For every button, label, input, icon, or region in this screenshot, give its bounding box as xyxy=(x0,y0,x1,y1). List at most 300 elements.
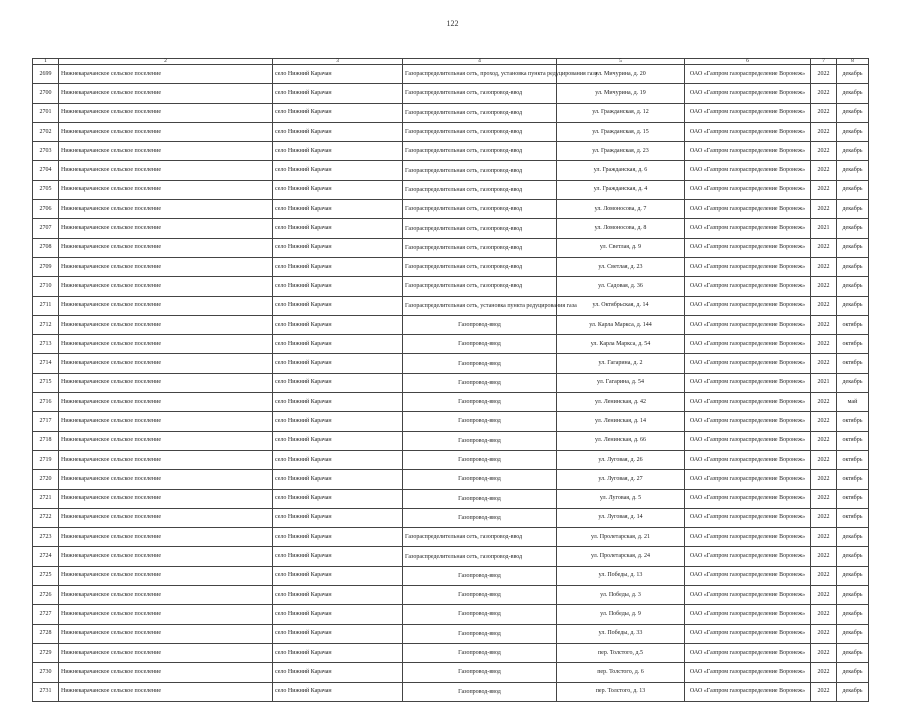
month-cell: декабрь xyxy=(837,547,869,566)
row-number-cell: 2699 xyxy=(33,65,59,84)
table-row xyxy=(33,219,869,238)
object-cell: Газораспределительная сеть, газопровод-ввод xyxy=(403,528,557,547)
table-row xyxy=(33,586,869,605)
address-cell: ул. Победы, д. 3 xyxy=(557,586,685,605)
address-cell: ул. Луговая, д. 27 xyxy=(557,470,685,489)
organization-cell: ОАО «Газпром газораспределение Воронеж» xyxy=(685,528,811,547)
table-row xyxy=(33,180,869,199)
month-cell: декабрь xyxy=(837,566,869,585)
year-cell: 2022 xyxy=(811,470,837,489)
settlement-cell: Нижнекарачанское сельское поселение xyxy=(59,315,273,334)
month-cell: октябрь xyxy=(837,335,869,354)
table-row xyxy=(33,412,869,431)
month-cell: декабрь xyxy=(837,296,869,315)
object-cell: Газопровод-ввод xyxy=(403,412,557,431)
organization-cell: ОАО «Газпром газораспределение Воронеж» xyxy=(685,624,811,643)
table-row xyxy=(33,122,869,141)
object-cell: Газопровод-ввод xyxy=(403,470,557,489)
object-cell: Газораспределительная сеть, газопровод-ввод xyxy=(403,277,557,296)
month-cell: октябрь xyxy=(837,354,869,373)
year-cell: 2022 xyxy=(811,296,837,315)
column-number-5: 5 xyxy=(557,59,685,65)
locality-cell: село Нижний Карачан xyxy=(273,528,403,547)
organization-cell: ОАО «Газпром газораспределение Воронеж» xyxy=(685,412,811,431)
address-cell: ул. Победы, д. 9 xyxy=(557,605,685,624)
table-body xyxy=(33,65,869,702)
month-cell: декабрь xyxy=(837,624,869,643)
month-cell: декабрь xyxy=(837,238,869,257)
organization-cell: ОАО «Газпром газораспределение Воронеж» xyxy=(685,354,811,373)
month-cell: декабрь xyxy=(837,84,869,103)
year-cell: 2022 xyxy=(811,393,837,412)
object-cell: Газораспределительная сеть, газопровод-ввод xyxy=(403,238,557,257)
locality-cell: село Нижний Карачан xyxy=(273,586,403,605)
settlement-cell: Нижнекарачанское сельское поселение xyxy=(59,528,273,547)
organization-cell: ОАО «Газпром газораспределение Воронеж» xyxy=(685,65,811,84)
row-number-cell: 2706 xyxy=(33,200,59,219)
settlement-cell: Нижнекарачанское сельское поселение xyxy=(59,65,273,84)
row-number-cell: 2700 xyxy=(33,84,59,103)
locality-cell: село Нижний Карачан xyxy=(273,122,403,141)
address-cell: ул. Октябрьская, д. 14 xyxy=(557,296,685,315)
locality-cell: село Нижний Карачан xyxy=(273,450,403,469)
settlement-cell: Нижнекарачанское сельское поселение xyxy=(59,624,273,643)
row-number-cell: 2730 xyxy=(33,663,59,682)
locality-cell: село Нижний Карачан xyxy=(273,200,403,219)
year-cell: 2022 xyxy=(811,84,837,103)
object-cell: Газопровод-ввод xyxy=(403,508,557,527)
table-row xyxy=(33,566,869,585)
table-row xyxy=(33,624,869,643)
month-cell: декабрь xyxy=(837,605,869,624)
settlement-cell: Нижнекарачанское сельское поселение xyxy=(59,219,273,238)
settlement-cell: Нижнекарачанское сельское поселение xyxy=(59,605,273,624)
locality-cell: село Нижний Карачан xyxy=(273,489,403,508)
organization-cell: ОАО «Газпром газораспределение Воронеж» xyxy=(685,586,811,605)
locality-cell: село Нижний Карачан xyxy=(273,335,403,354)
row-number-cell: 2725 xyxy=(33,566,59,585)
year-cell: 2022 xyxy=(811,566,837,585)
month-cell: октябрь xyxy=(837,412,869,431)
table-row xyxy=(33,605,869,624)
object-cell: Газопровод-ввод xyxy=(403,489,557,508)
row-number-cell: 2707 xyxy=(33,219,59,238)
year-cell: 2022 xyxy=(811,663,837,682)
month-cell: декабрь xyxy=(837,586,869,605)
locality-cell: село Нижний Карачан xyxy=(273,470,403,489)
locality-cell: село Нижний Карачан xyxy=(273,393,403,412)
column-number-7: 7 xyxy=(811,59,837,65)
table-row xyxy=(33,373,869,392)
address-cell: ул. Светлая, д. 9 xyxy=(557,238,685,257)
row-number-cell: 2703 xyxy=(33,142,59,161)
table-row xyxy=(33,663,869,682)
year-cell: 2021 xyxy=(811,219,837,238)
address-cell: ул. Гражданская, д. 12 xyxy=(557,103,685,122)
organization-cell: ОАО «Газпром газораспределение Воронеж» xyxy=(685,142,811,161)
address-cell: ул. Победы, д. 33 xyxy=(557,624,685,643)
year-cell: 2022 xyxy=(811,624,837,643)
row-number-cell: 2731 xyxy=(33,682,59,701)
year-cell: 2022 xyxy=(811,412,837,431)
object-cell: Газораспределительная сеть, газопровод-ввод xyxy=(403,200,557,219)
organization-cell: ОАО «Газпром газораспределение Воронеж» xyxy=(685,470,811,489)
object-cell: Газопровод-ввод xyxy=(403,566,557,585)
year-cell: 2022 xyxy=(811,586,837,605)
settlement-cell: Нижнекарачанское сельское поселение xyxy=(59,200,273,219)
table-row xyxy=(33,682,869,701)
column-number-8: 8 xyxy=(837,59,869,65)
organization-cell: ОАО «Газпром газораспределение Воронеж» xyxy=(685,373,811,392)
object-cell: Газопровод-ввод xyxy=(403,315,557,334)
month-cell: декабрь xyxy=(837,65,869,84)
object-cell: Газораспределительная сеть, газопровод-ввод xyxy=(403,161,557,180)
month-cell: декабрь xyxy=(837,161,869,180)
settlement-cell: Нижнекарачанское сельское поселение xyxy=(59,161,273,180)
settlement-cell: Нижнекарачанское сельское поселение xyxy=(59,643,273,662)
column-number-2: 2 xyxy=(59,59,273,65)
organization-cell: ОАО «Газпром газораспределение Воронеж» xyxy=(685,605,811,624)
year-cell: 2022 xyxy=(811,315,837,334)
table-row xyxy=(33,315,869,334)
locality-cell: село Нижний Карачан xyxy=(273,103,403,122)
table-row xyxy=(33,103,869,122)
table-row xyxy=(33,489,869,508)
object-cell: Газораспределительная сеть, газопровод-ввод xyxy=(403,103,557,122)
row-number-cell: 2708 xyxy=(33,238,59,257)
organization-cell: ОАО «Газпром газораспределение Воронеж» xyxy=(685,200,811,219)
organization-cell: ОАО «Газпром газораспределение Воронеж» xyxy=(685,547,811,566)
locality-cell: село Нижний Карачан xyxy=(273,65,403,84)
object-cell: Газопровод-ввод xyxy=(403,450,557,469)
organization-cell: ОАО «Газпром газораспределение Воронеж» xyxy=(685,508,811,527)
object-cell: Газопровод-ввод xyxy=(403,393,557,412)
year-cell: 2022 xyxy=(811,277,837,296)
object-cell: Газопровод-ввод xyxy=(403,373,557,392)
locality-cell: село Нижний Карачан xyxy=(273,84,403,103)
organization-cell: ОАО «Газпром газораспределение Воронеж» xyxy=(685,161,811,180)
locality-cell: село Нижний Карачан xyxy=(273,277,403,296)
address-cell: ул. Гагарина, д. 54 xyxy=(557,373,685,392)
settlement-cell: Нижнекарачанское сельское поселение xyxy=(59,393,273,412)
locality-cell: село Нижний Карачан xyxy=(273,663,403,682)
row-number-cell: 2728 xyxy=(33,624,59,643)
row-number-cell: 2722 xyxy=(33,508,59,527)
organization-cell: ОАО «Газпром газораспределение Воронеж» xyxy=(685,180,811,199)
address-cell: ул. Луговая, д. 26 xyxy=(557,450,685,469)
month-cell: декабрь xyxy=(837,373,869,392)
organization-cell: ОАО «Газпром газораспределение Воронеж» xyxy=(685,315,811,334)
year-cell: 2022 xyxy=(811,161,837,180)
address-cell: пер. Толстого, д.5 xyxy=(557,643,685,662)
object-cell: Газопровод-ввод xyxy=(403,624,557,643)
year-cell: 2022 xyxy=(811,528,837,547)
settlement-cell: Нижнекарачанское сельское поселение xyxy=(59,663,273,682)
settlement-cell: Нижнекарачанское сельское поселение xyxy=(59,586,273,605)
address-cell: ул. Ломоносова, д. 7 xyxy=(557,200,685,219)
address-cell: ул. Гражданская, д. 4 xyxy=(557,180,685,199)
month-cell: октябрь xyxy=(837,315,869,334)
row-number-cell: 2704 xyxy=(33,161,59,180)
object-cell: Газораспределительная сеть, газопровод-ввод xyxy=(403,180,557,199)
table-row xyxy=(33,528,869,547)
settlement-cell: Нижнекарачанское сельское поселение xyxy=(59,84,273,103)
year-cell: 2022 xyxy=(811,335,837,354)
row-number-cell: 2717 xyxy=(33,412,59,431)
column-number-3: 3 xyxy=(273,59,403,65)
row-number-cell: 2724 xyxy=(33,547,59,566)
column-number-6: 6 xyxy=(685,59,811,65)
year-cell: 2022 xyxy=(811,200,837,219)
year-cell: 2022 xyxy=(811,257,837,276)
table-row xyxy=(33,277,869,296)
address-cell: ул. Пролетарская, д. 21 xyxy=(557,528,685,547)
row-number-cell: 2713 xyxy=(33,335,59,354)
organization-cell: ОАО «Газпром газораспределение Воронеж» xyxy=(685,277,811,296)
table-row xyxy=(33,296,869,315)
settlement-cell: Нижнекарачанское сельское поселение xyxy=(59,450,273,469)
row-number-cell: 2714 xyxy=(33,354,59,373)
month-cell: декабрь xyxy=(837,528,869,547)
settlement-cell: Нижнекарачанское сельское поселение xyxy=(59,277,273,296)
settlement-cell: Нижнекарачанское сельское поселение xyxy=(59,470,273,489)
settlement-cell: Нижнекарачанское сельское поселение xyxy=(59,508,273,527)
address-cell: ул. Ленинская, д. 14 xyxy=(557,412,685,431)
month-cell: декабрь xyxy=(837,643,869,662)
locality-cell: село Нижний Карачан xyxy=(273,547,403,566)
row-number-cell: 2712 xyxy=(33,315,59,334)
row-number-cell: 2709 xyxy=(33,257,59,276)
month-cell: декабрь xyxy=(837,663,869,682)
settlement-cell: Нижнекарачанское сельское поселение xyxy=(59,431,273,450)
organization-cell: ОАО «Газпром газораспределение Воронеж» xyxy=(685,335,811,354)
locality-cell: село Нижний Карачан xyxy=(273,605,403,624)
table-row xyxy=(33,161,869,180)
object-cell: Газораспределительная сеть, газопровод-ввод xyxy=(403,122,557,141)
address-cell: ул. Карла Маркса, д. 54 xyxy=(557,335,685,354)
column-number-4: 4 xyxy=(403,59,557,65)
month-cell: декабрь xyxy=(837,103,869,122)
year-cell: 2022 xyxy=(811,354,837,373)
month-cell: октябрь xyxy=(837,431,869,450)
organization-cell: ОАО «Газпром газораспределение Воронеж» xyxy=(685,257,811,276)
locality-cell: село Нижний Карачан xyxy=(273,412,403,431)
object-cell: Газораспределительная сеть, установка пункта редуцирования газа xyxy=(403,296,557,315)
year-cell: 2022 xyxy=(811,142,837,161)
organization-cell: ОАО «Газпром газораспределение Воронеж» xyxy=(685,663,811,682)
address-cell: ул. Ленинская, д. 66 xyxy=(557,431,685,450)
month-cell: декабрь xyxy=(837,142,869,161)
year-cell: 2022 xyxy=(811,238,837,257)
address-cell: ул. Гражданская, д. 6 xyxy=(557,161,685,180)
address-cell: ул. Мичурина, д. 20 xyxy=(557,65,685,84)
year-cell: 2021 xyxy=(811,373,837,392)
table-row xyxy=(33,470,869,489)
row-number-cell: 2727 xyxy=(33,605,59,624)
object-cell: Газораспределительная сеть, проход, установка пункта редуцирования газа xyxy=(403,65,557,84)
year-cell: 2022 xyxy=(811,450,837,469)
table-row xyxy=(33,335,869,354)
object-cell: Газораспределительная сеть, газопровод-ввод xyxy=(403,257,557,276)
row-number-cell: 2726 xyxy=(33,586,59,605)
row-number-cell: 2715 xyxy=(33,373,59,392)
address-cell: ул. Победы, д. 13 xyxy=(557,566,685,585)
month-cell: октябрь xyxy=(837,489,869,508)
settlement-cell: Нижнекарачанское сельское поселение xyxy=(59,238,273,257)
year-cell: 2022 xyxy=(811,547,837,566)
locality-cell: село Нижний Карачан xyxy=(273,219,403,238)
year-cell: 2022 xyxy=(811,122,837,141)
locality-cell: село Нижний Карачан xyxy=(273,431,403,450)
settlement-cell: Нижнекарачанское сельское поселение xyxy=(59,566,273,585)
year-cell: 2022 xyxy=(811,682,837,701)
locality-cell: село Нижний Карачан xyxy=(273,624,403,643)
month-cell: декабрь xyxy=(837,122,869,141)
object-cell: Газопровод-ввод xyxy=(403,663,557,682)
address-cell: ул. Садовая, д. 36 xyxy=(557,277,685,296)
organization-cell: ОАО «Газпром газораспределение Воронеж» xyxy=(685,489,811,508)
table-row xyxy=(33,65,869,84)
settlement-cell: Нижнекарачанское сельское поселение xyxy=(59,412,273,431)
settlement-cell: Нижнекарачанское сельское поселение xyxy=(59,682,273,701)
settlement-cell: Нижнекарачанское сельское поселение xyxy=(59,180,273,199)
table-row xyxy=(33,238,869,257)
object-cell: Газопровод-ввод xyxy=(403,682,557,701)
settlement-cell: Нижнекарачанское сельское поселение xyxy=(59,354,273,373)
settlement-cell: Нижнекарачанское сельское поселение xyxy=(59,547,273,566)
locality-cell: село Нижний Карачан xyxy=(273,142,403,161)
settlement-cell: Нижнекарачанское сельское поселение xyxy=(59,489,273,508)
object-cell: Газораспределительная сеть, газопровод-ввод xyxy=(403,547,557,566)
table-row xyxy=(33,508,869,527)
locality-cell: село Нижний Карачан xyxy=(273,373,403,392)
row-number-cell: 2719 xyxy=(33,450,59,469)
settlement-cell: Нижнекарачанское сельское поселение xyxy=(59,103,273,122)
year-cell: 2022 xyxy=(811,605,837,624)
object-cell: Газопровод-ввод xyxy=(403,643,557,662)
address-cell: пер. Толстого, д. 13 xyxy=(557,682,685,701)
organization-cell: ОАО «Газпром газораспределение Воронеж» xyxy=(685,122,811,141)
locality-cell: село Нижний Карачан xyxy=(273,257,403,276)
organization-cell: ОАО «Газпром газораспределение Воронеж» xyxy=(685,103,811,122)
column-number-1: 1 xyxy=(33,59,59,65)
locality-cell: село Нижний Карачан xyxy=(273,161,403,180)
locality-cell: село Нижний Карачан xyxy=(273,238,403,257)
address-cell: ул. Ленинская, д. 42 xyxy=(557,393,685,412)
address-cell: ул. Луговая, д. 14 xyxy=(557,508,685,527)
table-row xyxy=(33,643,869,662)
organization-cell: ОАО «Газпром газораспределение Воронеж» xyxy=(685,296,811,315)
month-cell: май xyxy=(837,393,869,412)
table-row xyxy=(33,200,869,219)
month-cell: декабрь xyxy=(837,257,869,276)
registry-table xyxy=(32,58,869,702)
locality-cell: село Нижний Карачан xyxy=(273,296,403,315)
row-number-cell: 2718 xyxy=(33,431,59,450)
address-cell: ул. Мичурина, д. 19 xyxy=(557,84,685,103)
settlement-cell: Нижнекарачанское сельское поселение xyxy=(59,257,273,276)
object-cell: Газораспределительная сеть, газопровод-ввод xyxy=(403,142,557,161)
row-number-cell: 2721 xyxy=(33,489,59,508)
locality-cell: село Нижний Карачан xyxy=(273,180,403,199)
address-cell: ул. Гражданская, д. 15 xyxy=(557,122,685,141)
table-row xyxy=(33,547,869,566)
year-cell: 2022 xyxy=(811,103,837,122)
object-cell: Газопровод-ввод xyxy=(403,354,557,373)
settlement-cell: Нижнекарачанское сельское поселение xyxy=(59,296,273,315)
organization-cell: ОАО «Газпром газораспределение Воронеж» xyxy=(685,84,811,103)
settlement-cell: Нижнекарачанское сельское поселение xyxy=(59,122,273,141)
row-number-cell: 2720 xyxy=(33,470,59,489)
organization-cell: ОАО «Газпром газораспределение Воронеж» xyxy=(685,219,811,238)
table-row xyxy=(33,257,869,276)
table-row xyxy=(33,354,869,373)
address-cell: ул. Светлая, д. 23 xyxy=(557,257,685,276)
object-cell: Газопровод-ввод xyxy=(403,431,557,450)
page-number: 122 xyxy=(446,19,459,28)
organization-cell: ОАО «Газпром газораспределение Воронеж» xyxy=(685,450,811,469)
organization-cell: ОАО «Газпром газораспределение Воронеж» xyxy=(685,643,811,662)
table-row xyxy=(33,393,869,412)
object-cell: Газопровод-ввод xyxy=(403,335,557,354)
table-row xyxy=(33,142,869,161)
month-cell: декабрь xyxy=(837,180,869,199)
row-number-cell: 2701 xyxy=(33,103,59,122)
locality-cell: село Нижний Карачан xyxy=(273,682,403,701)
table-row xyxy=(33,84,869,103)
address-cell: пер. Толстого, д. 6 xyxy=(557,663,685,682)
object-cell: Газораспределительная сеть, газопровод-ввод xyxy=(403,84,557,103)
year-cell: 2022 xyxy=(811,65,837,84)
row-number-cell: 2711 xyxy=(33,296,59,315)
month-cell: декабрь xyxy=(837,200,869,219)
locality-cell: село Нижний Карачан xyxy=(273,508,403,527)
locality-cell: село Нижний Карачан xyxy=(273,315,403,334)
row-number-cell: 2710 xyxy=(33,277,59,296)
object-cell: Газопровод-ввод xyxy=(403,605,557,624)
organization-cell: ОАО «Газпром газораспределение Воронеж» xyxy=(685,682,811,701)
locality-cell: село Нижний Карачан xyxy=(273,566,403,585)
table-row xyxy=(33,431,869,450)
month-cell: декабрь xyxy=(837,219,869,238)
year-cell: 2022 xyxy=(811,431,837,450)
month-cell: октябрь xyxy=(837,450,869,469)
month-cell: декабрь xyxy=(837,277,869,296)
address-cell: ул. Пролетарская, д. 24 xyxy=(557,547,685,566)
settlement-cell: Нижнекарачанское сельское поселение xyxy=(59,142,273,161)
row-number-cell: 2723 xyxy=(33,528,59,547)
row-number-cell: 2729 xyxy=(33,643,59,662)
year-cell: 2022 xyxy=(811,489,837,508)
locality-cell: село Нижний Карачан xyxy=(273,354,403,373)
organization-cell: ОАО «Газпром газораспределение Воронеж» xyxy=(685,431,811,450)
locality-cell: село Нижний Карачан xyxy=(273,643,403,662)
address-cell: ул. Луговая, д. 5 xyxy=(557,489,685,508)
table-row xyxy=(33,450,869,469)
year-cell: 2022 xyxy=(811,643,837,662)
year-cell: 2022 xyxy=(811,508,837,527)
row-number-cell: 2702 xyxy=(33,122,59,141)
organization-cell: ОАО «Газпром газораспределение Воронеж» xyxy=(685,393,811,412)
organization-cell: ОАО «Газпром газораспределение Воронеж» xyxy=(685,566,811,585)
settlement-cell: Нижнекарачанское сельское поселение xyxy=(59,373,273,392)
object-cell: Газораспределительная сеть, газопровод-ввод xyxy=(403,219,557,238)
row-number-cell: 2705 xyxy=(33,180,59,199)
row-number-cell: 2716 xyxy=(33,393,59,412)
organization-cell: ОАО «Газпром газораспределение Воронеж» xyxy=(685,238,811,257)
month-cell: декабрь xyxy=(837,682,869,701)
address-cell: ул. Ломоносова, д. 8 xyxy=(557,219,685,238)
